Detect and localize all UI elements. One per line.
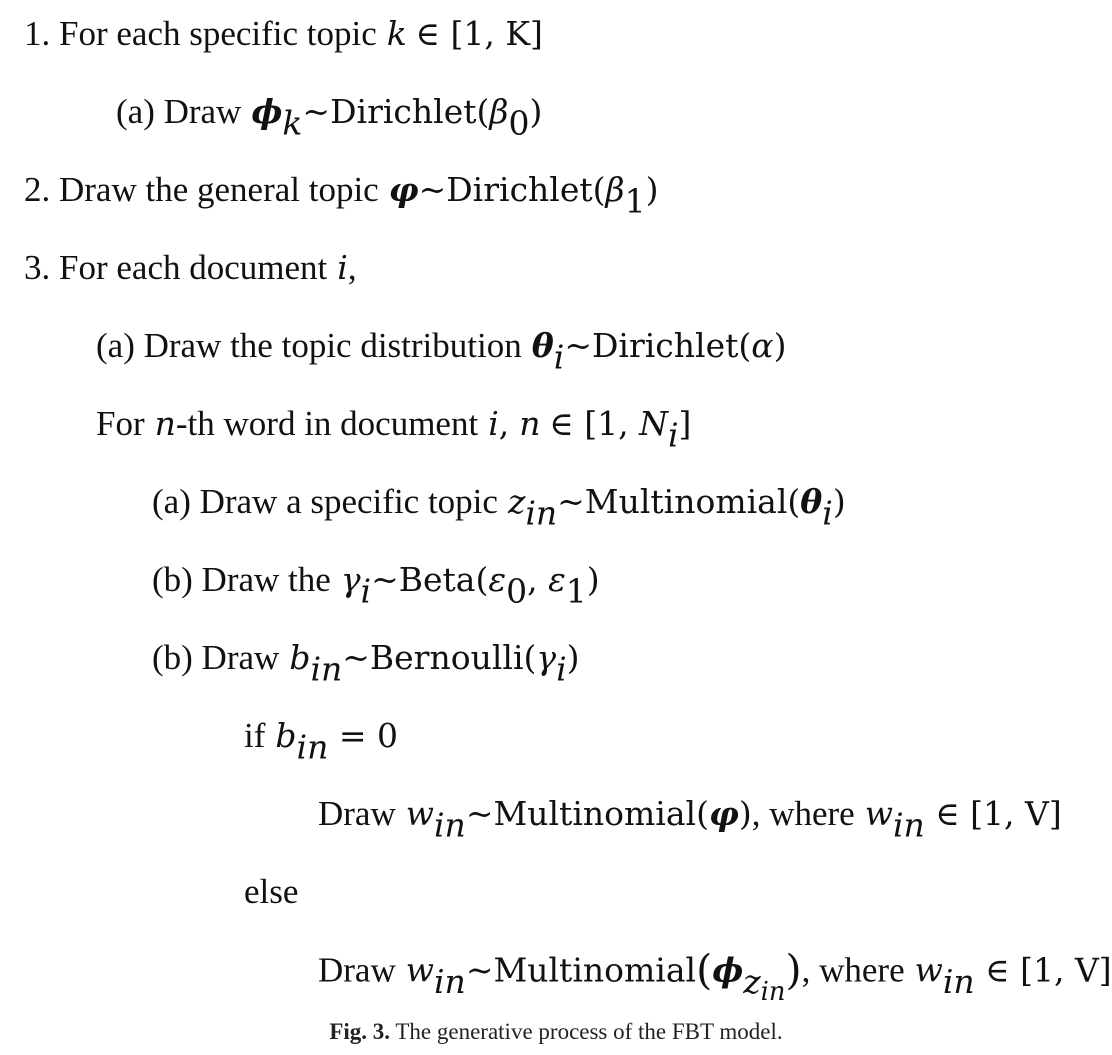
word-subscript: in (434, 962, 466, 1002)
word-index: n (519, 404, 541, 443)
phi-subscript (743, 962, 786, 1008)
draw-text: Draw (318, 794, 396, 833)
alpha-param: α (751, 326, 774, 365)
close-paren: ) (566, 638, 580, 677)
switch-variable: b (275, 716, 297, 755)
figure-caption (0, 1018, 1112, 1046)
beta-subscript: 1 (624, 181, 646, 221)
if-condition (244, 716, 398, 767)
range-open: ∈ [1, (549, 404, 640, 443)
draw-specific-word (318, 946, 1112, 1008)
gamma-symbol: γ (536, 638, 557, 677)
word-variable: w (864, 794, 893, 833)
else-condition (244, 872, 298, 912)
multinomial-dist: ~Multinomial( (465, 794, 709, 833)
open-paren: ( (696, 946, 713, 994)
switch-subscript: in (296, 727, 329, 767)
word-index: n (154, 404, 176, 443)
switch-variable: b (289, 638, 311, 677)
beta-subscript: 0 (508, 103, 530, 143)
bernoulli-dist: ~Bernoulli( (342, 638, 537, 677)
theta-subscript: i (822, 493, 833, 533)
word-subscript: in (892, 805, 925, 845)
topic-assignment: z (743, 962, 761, 1002)
document-index: i (337, 248, 348, 287)
step-1a (116, 92, 543, 143)
caption-text: The generative process of the FBT model. (395, 1019, 783, 1044)
word-step-b2 (152, 638, 580, 689)
dirichlet-dist: ~Dirichlet( (418, 170, 606, 209)
word-loop-for: For (96, 404, 145, 443)
close-paren: ) (586, 560, 600, 599)
phi-subscript: k (282, 103, 303, 143)
close-paren: ) (738, 794, 752, 833)
epsilon-1-subscript: 1 (565, 571, 587, 611)
equals-zero: = 0 (328, 716, 398, 755)
where-text: , where (801, 950, 905, 990)
range-close: ] (678, 404, 692, 443)
theta-symbol: θ (800, 482, 823, 521)
vocab-range: ∈ [1, V] (974, 950, 1112, 990)
beta-param: β (489, 92, 509, 131)
epsilon-0-subscript: 0 (506, 571, 528, 611)
vocab-range: ∈ [1, V] (924, 794, 1062, 833)
phi-symbol: ϕ (712, 950, 744, 990)
doc-length: N (639, 404, 668, 443)
word-step-b1 (152, 560, 600, 611)
comma: , (347, 248, 357, 287)
close-paren: ) (773, 326, 787, 365)
step-2-text: 2. Draw the general topic (24, 170, 379, 209)
where-text: , where (751, 794, 855, 833)
varphi-symbol: φ (708, 794, 739, 833)
close-paren: ) (785, 946, 802, 994)
step-3 (24, 248, 357, 288)
topic-range: ∈ [1, K] (415, 14, 543, 53)
comma: , (527, 560, 549, 599)
multinomial-dist: ~Multinomial (465, 950, 697, 990)
draw-general-word (318, 794, 1062, 845)
dirichlet-dist: ~Dirichlet( (302, 92, 490, 131)
close-paren: ) (832, 482, 846, 521)
word-step-b2-text: (b) Draw (152, 638, 280, 677)
step-1a-text: (a) Draw (116, 92, 242, 131)
varphi-symbol: φ (388, 170, 419, 209)
step-3-text: 3. For each document (24, 248, 328, 287)
topic-assignment: z (507, 482, 526, 521)
word-step-a-text: (a) Draw a specific topic (152, 482, 498, 521)
else-keyword: else (244, 872, 299, 911)
word-variable: w (914, 950, 943, 990)
step-1-text: 1. For each specific topic (24, 14, 377, 53)
gamma-subscript: i (360, 571, 372, 611)
step-2 (24, 170, 659, 221)
word-subscript: in (434, 805, 466, 845)
gamma-subscript: i (556, 649, 567, 689)
phi-symbol: ϕ (251, 92, 283, 131)
document-index: i (488, 404, 499, 443)
topic-assignment-subscript: in (525, 493, 558, 533)
doc-length-subscript: i (667, 415, 679, 455)
topic-index: k (386, 14, 407, 53)
epsilon-0: ε (488, 560, 507, 599)
beta-dist: ~Beta( (371, 560, 489, 599)
epsilon-1: ε (548, 560, 566, 599)
draw-text: Draw (318, 950, 396, 990)
word-variable: w (405, 950, 434, 990)
figure-label: Fig. 3. (329, 1019, 391, 1044)
word-variable: w (405, 794, 434, 833)
dirichlet-dist: ~Dirichlet( (564, 326, 752, 365)
theta-symbol: θ (531, 326, 554, 365)
theta-subscript: i (553, 337, 565, 377)
multinomial-dist: ~Multinomial( (557, 482, 801, 521)
word-step-a (152, 482, 846, 533)
close-paren: ) (529, 92, 543, 131)
gamma-symbol: γ (340, 560, 361, 599)
step-3a (96, 326, 787, 377)
word-loop-text: -th word in document (175, 404, 479, 443)
word-loop (96, 404, 692, 455)
word-step-b1-text: (b) Draw the (152, 560, 331, 599)
word-subscript: in (942, 962, 975, 1002)
step-3a-text: (a) Draw the topic distribution (96, 326, 522, 365)
comma: , (498, 404, 510, 443)
beta-param: β (605, 170, 625, 209)
step-1 (24, 14, 543, 54)
close-paren: ) (645, 170, 659, 209)
switch-subscript: in (310, 649, 343, 689)
if-keyword: if (244, 716, 266, 755)
topic-assignment-subscript: in (760, 977, 786, 1008)
